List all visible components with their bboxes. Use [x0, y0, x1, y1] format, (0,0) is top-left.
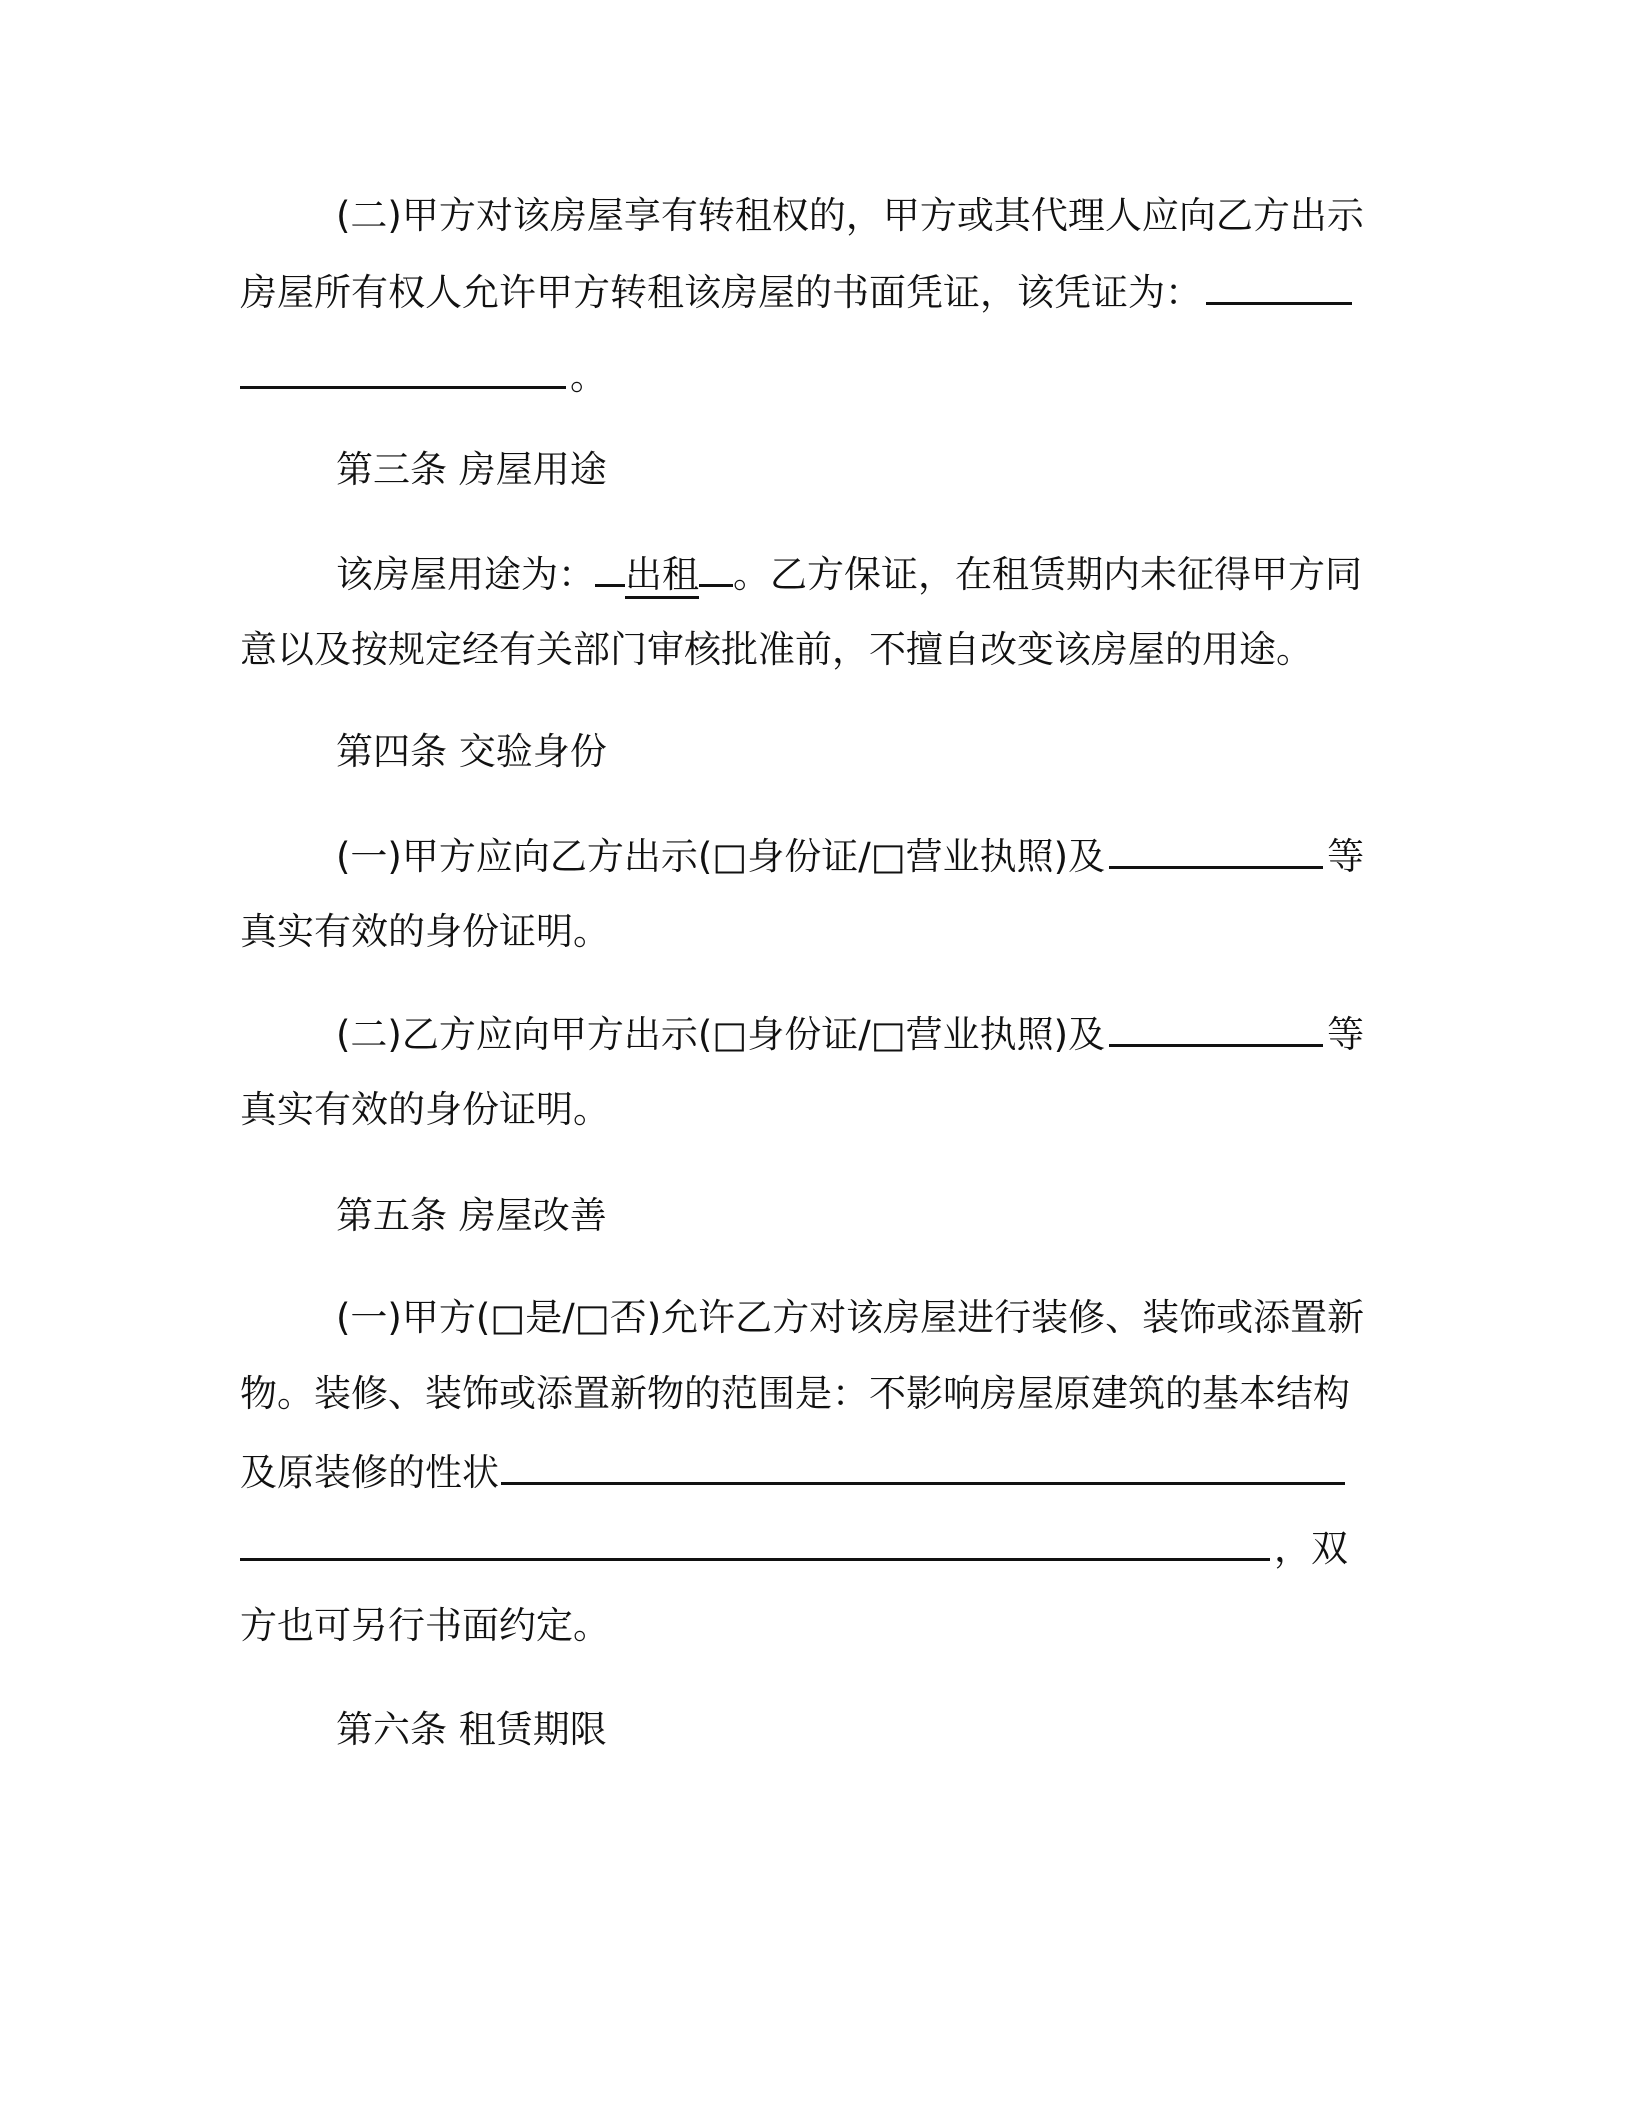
- text: 等: [1327, 835, 1365, 878]
- fill-in-blank[interactable]: [1206, 266, 1352, 305]
- clause4-item2-line2: [240, 1084, 610, 1136]
- fill-in-blank[interactable]: [240, 350, 566, 389]
- text: (一)甲方应向乙方出示(□身份证/□营业执照)及: [336, 835, 1106, 878]
- clause2-item2-line2: [240, 266, 1356, 318]
- clause4-item1-line1: [336, 830, 1364, 882]
- clause4-item1-line2: [240, 906, 610, 958]
- clause3-line2: [240, 624, 1313, 676]
- text: 房屋所有权人允许甲方转租该房屋的书面凭证，该凭证为：: [240, 271, 1202, 314]
- text: 。乙方保证，在租赁期内未征得甲方同: [733, 553, 1362, 596]
- text: 及原装修的性状: [240, 1451, 499, 1494]
- heading-text: 第五条 房屋改善: [336, 1194, 607, 1237]
- fill-in-blank[interactable]: [1109, 1008, 1323, 1047]
- text: 真实有效的身份证明。: [240, 1088, 610, 1131]
- usage-value: 出租: [625, 553, 699, 599]
- clause2-item2-line3: [240, 350, 607, 402]
- clause5-item1-line3: [240, 1446, 1349, 1498]
- clause5-heading: [336, 1190, 607, 1242]
- fill-in-blank[interactable]: [240, 1522, 1270, 1561]
- heading-text: 第六条 租赁期限: [336, 1708, 607, 1751]
- clause2-item2-line1: [336, 190, 1364, 242]
- clause5-item1-line5: [240, 1600, 610, 1652]
- clause4-item2-line1: [336, 1008, 1364, 1060]
- heading-text: 第三条 房屋用途: [336, 448, 607, 491]
- text: 物。装修、装饰或添置新物的范围是：不影响房屋原建筑的基本结构: [240, 1372, 1350, 1415]
- fill-in-blank: [595, 548, 625, 587]
- clause5-item1-line2: [240, 1368, 1350, 1420]
- heading-text: 第四条 交验身份: [336, 730, 607, 773]
- fill-in-blank[interactable]: [501, 1446, 1345, 1485]
- clause4-heading: [336, 726, 607, 778]
- clause3-line1: [336, 548, 1362, 600]
- text: 。: [570, 355, 607, 398]
- text: 等: [1327, 1013, 1365, 1056]
- text: 真实有效的身份证明。: [240, 910, 610, 953]
- clause3-heading: [336, 444, 607, 496]
- text: (一)甲方(□是/□否)允许乙方对该房屋进行装修、装饰或添置新: [336, 1296, 1365, 1339]
- fill-in-blank: [699, 548, 733, 587]
- text: (二)甲方对该房屋享有转租权的，甲方或其代理人应向乙方出示: [336, 194, 1364, 237]
- clause5-item1-line4: [240, 1522, 1348, 1574]
- text: (二)乙方应向甲方出示(□身份证/□营业执照)及: [336, 1013, 1106, 1056]
- text: ，双: [1274, 1527, 1348, 1570]
- fill-in-blank[interactable]: [1109, 830, 1323, 869]
- text: 意以及按规定经有关部门审核批准前，不擅自改变该房屋的用途。: [240, 628, 1313, 671]
- clause5-item1-line1: [336, 1292, 1364, 1344]
- clause6-heading: [336, 1704, 607, 1756]
- text: 该房屋用途为：: [336, 553, 595, 596]
- text: 方也可另行书面约定。: [240, 1604, 610, 1647]
